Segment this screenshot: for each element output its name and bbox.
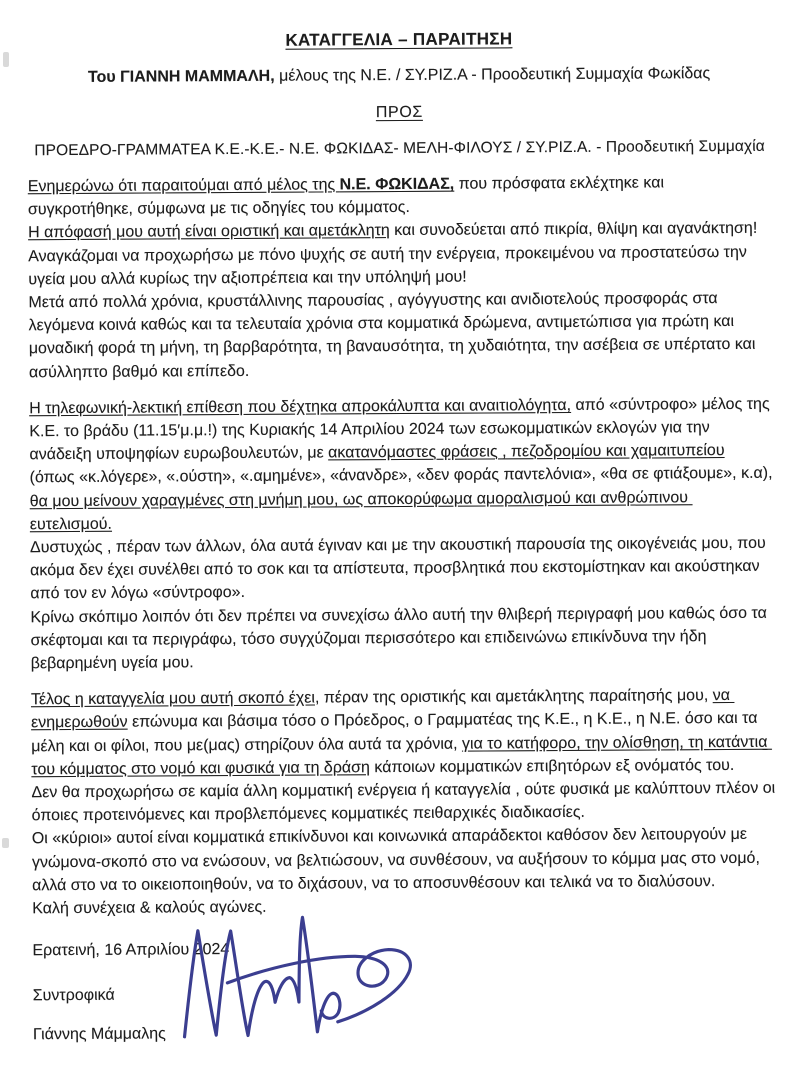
author-name: ΓΙΑΝΝΗ ΜΑΜΜΑΛΗ, xyxy=(120,67,275,86)
document-title: ΚΑΤΑΓΓΕΛΙΑ – ΠΑΡΑΙΤΗΣΗ xyxy=(285,29,513,50)
text-run: Ν.Ε. ΦΩΚΙΔΑΣ, xyxy=(339,175,455,194)
paragraph xyxy=(28,240,772,291)
text-run: Οι «κύριοι» αυτοί είναι κομματικά επικίνδυνοι και κοινωνικά απαράδεκτοι καθόσον δεν λειτουργούν με γνώμονα-σκοπό στο να ενώσουν, να βελτιώσουν, να συνθέσουν, να αυξήσουν το κόμμα μας στο νομό, αλλά στο να το οικειοποιηθούν, να το διχάσουν, να το αποσυνθέσουν και τελικά να το διαλύσουν. xyxy=(31,826,765,895)
text-run: Αναγκάζομαι να προχωρήσω με πόνο ψυχής σε αυτή την ενέργεια, προκειμένου να προστατεύσω την υγεία μου αλλά κυρίως την αξιοπρέπεια και την υπόληψή μου! xyxy=(28,243,752,289)
paragraph xyxy=(31,684,776,781)
text-run: Ενημερώνω ότι παραιτούμαι από μέλος της xyxy=(27,176,340,196)
text-run: Καλή συνέχεια & καλούς αγώνες. xyxy=(32,898,267,918)
byline-prefix: Του xyxy=(87,68,121,86)
paragraph xyxy=(32,823,776,897)
text-run: Η τηλεφωνική-λεκτική επίθεση που δέχτηκα απροκάλυπτα και αναιτιολόγητα, xyxy=(29,396,572,418)
text-run: και συνοδεύεται από πικρία, θλίψη και αγανάκτηση! xyxy=(389,220,758,240)
paragraph xyxy=(30,601,774,675)
signer-name: Γιάννης Μάμμαλης xyxy=(32,1025,166,1044)
text-run: να ενημερωθούν xyxy=(31,687,735,732)
text-run: Δυστυχώς , πέραν των άλλων, όλα αυτά έγιναν και με την ακουστική παρουσία της οικογένειάς μου, που ακόμα δεν έχει συνέλθει από το σοκ και τα απίστευτα, προσβλητικά που εκστομίστηκαν και ακούστηκαν από τον εν λόγω «σύντροφο». xyxy=(29,534,771,603)
text-run: κάποιων κομματικών επιβητόρων εξ ονόματός του. xyxy=(369,756,735,777)
text-run: , πέραν της οριστικής και αμετάκλητης παραίτησής μου, xyxy=(314,687,713,707)
byline xyxy=(27,65,771,88)
byline-affiliation: μέλους της Ν.Ε. / ΣΥ.ΡΙΖ.Α - Προοδευτική Συμμαχία Φωκίδας xyxy=(274,65,711,85)
text-run: Τέλος η καταγγελία μου αυτή σκοπό έχει xyxy=(30,689,316,709)
text-run: που πρόσφατα εκλέχτηκε και συγκροτήθηκε, σύμφωνα με τις οδηγίες του κόμματος. xyxy=(27,174,669,219)
text-run: (όπως «κ.λόγερε», «.ούστη», «.αμημένε», «άνανδρε», «δεν φοράς παντελόνια», «θα σε φτιάξουμε», κ.α), xyxy=(29,442,778,487)
paragraph xyxy=(31,777,780,828)
paragraph xyxy=(28,171,772,222)
text-run: Η απόφασή μου αυτή είναι οριστική και αμετάκλητη xyxy=(28,222,390,242)
document-body xyxy=(27,171,780,921)
text-run: ακατανόμαστες φράσεις , πεζοδρομίου και χαμαιτυπείου xyxy=(328,442,725,462)
paragraph xyxy=(30,532,774,606)
text-run: από «σύντροφο» μέλος της Κ.Ε. το βράδυ (11.15′μ.μ.!) της Κυριακής 14 Απριλίου 2024 των εσωκομματικών εκλογών για την ανάδειξη υποψηφίων ευρωβουλευτών, με xyxy=(29,395,775,464)
paragraph xyxy=(29,393,778,537)
handwritten-signature-icon xyxy=(168,901,434,1066)
text-run: για το κατήφορο, την ολίσθηση, τη κατάντια του κόμματος στο νομό και φυσικά για τη δράση xyxy=(31,733,772,779)
text-run: Μετά από πολλά χρόνια, κρυστάλλινης παρουσίας , αγόγγυστης και ανιδιοτελούς προσφοράς στα λεγόμενα κοινά καθώς και τα τελευταία χρόνια στα κομματικά δρώμενα, αντιμετώπισα για πρώτη και μοναδική φορά τη μήνη, τη βαρβαρότητα, τη βαναυσότητα, τη χυδαιότητα, την ασέβεια σε υπέρτατο και ασύλληπτο βαθμό και επίπεδο. xyxy=(28,290,760,381)
salutation: Συντροφικά xyxy=(32,987,115,1005)
place-and-date: Ερατεινή, 16 Απριλίου 2024 xyxy=(32,941,230,960)
text-run: Κρίνω σκόπιμο λοιπόν ότι δεν πρέπει να συνεχίσω άλλο αυτή την θλιβερή περιγραφή μου καθώς όσο τα σκέφτομαι και τα περιγράφω, τόσο συγχύζομαι περισσότερο και επιδεινώνω επικίνδυνα την ήδη βεβαρημένη υγεία μου. xyxy=(30,604,772,673)
to-heading: ΠΡΟΣ xyxy=(375,103,423,122)
text-run: επώνυμα και βάσιμα τόσο ο Πρόεδρος, ο Γραμματέας της Κ.Ε., η Κ.Ε., η Ν.Ε. όσο και τα μέλη και οι φίλοι, που με(μας) στηρίζουν όλα αυτά τα χρόνια, xyxy=(31,710,762,755)
text-run: θα μου μείνουν χαραγμένες στη μνήμη μου, ως αποκορύφωμα αμοραλισμού και ανθρώπινου ευτελισμού. xyxy=(29,488,693,534)
recipients-line: ΠΡΟΕΔΡΟ-ΓΡΑΜΜΑΤΕΑ Κ.Ε.-Κ.Ε.- Ν.Ε. ΦΩΚΙΔΑΣ- ΜΕΛΗ-ΦΙΛΟΥΣ / ΣΥ.ΡΙΖ.Α. - Προοδευτική Συμμαχία xyxy=(34,137,765,160)
paragraph xyxy=(28,287,773,384)
text-run: Δεν θα προχωρήσω σε καμία άλλη κομματική ενέργεια ή καταγγελία , ούτε φυσικά με καλύπτουν πλέον οι όποιες προτεινόμενες και προβλεπόμενες κομματικές πειθαρχικές διαδικασίες. xyxy=(31,779,780,825)
